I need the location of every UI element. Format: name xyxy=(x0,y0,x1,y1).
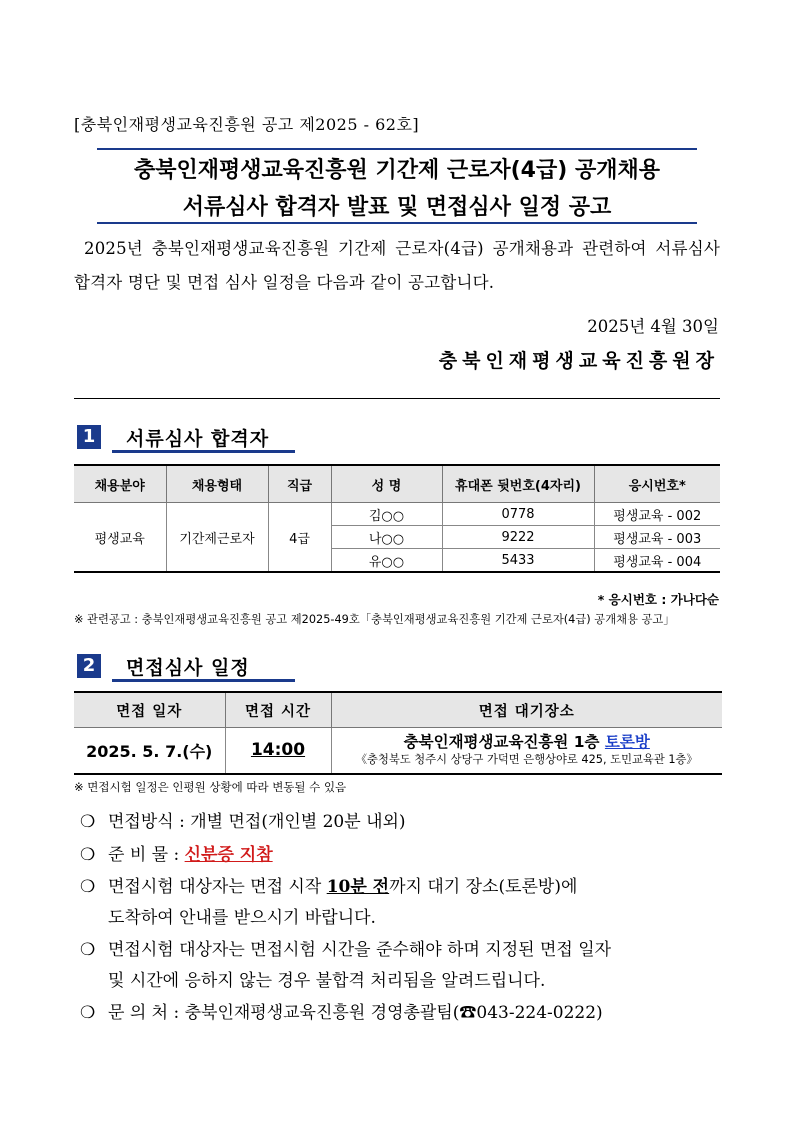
materials-value: 신분증 지참 xyxy=(184,845,273,865)
table-header-row xyxy=(74,692,722,728)
bullet-symbol: ❍ xyxy=(80,1003,96,1023)
schedule-change-note: ※ 면접시험 일정은 인평원 상황에 따라 변동될 수 있음 xyxy=(74,780,347,794)
bullet-continuation: 및 시간에 응하지 않는 경우 불합격 처리됨을 알려드립니다. xyxy=(108,971,546,991)
place-main: 충북인재평생교육진흥원 1층 xyxy=(403,733,605,752)
cell-interview-time xyxy=(225,728,331,774)
issuer-name: 충북인재평생교육진흥원장 xyxy=(438,350,719,372)
table-row xyxy=(74,503,720,526)
cell-phone: 0778 xyxy=(442,503,594,526)
header-interview-place: 면접 대기장소 xyxy=(331,692,722,728)
arrival-emphasis: 10분 전 xyxy=(326,877,390,897)
header-field: 채용분야 xyxy=(74,465,166,503)
bullet-line xyxy=(80,872,725,903)
notice-date: 2025년 4월 30일 xyxy=(587,317,719,336)
place-address: 《충청북도 청주시 상당구 가덕면 은행상야로 425, 도민교육관 1층》 xyxy=(355,753,698,767)
bullet-contact xyxy=(80,998,725,1029)
title-bottom-rule xyxy=(97,222,697,224)
bullet-symbol: ❍ xyxy=(80,877,96,897)
section2-underline xyxy=(112,679,295,682)
cell-name: 나○○ xyxy=(331,526,442,549)
bullet-compliance xyxy=(80,935,725,997)
cell-name: 김○○ xyxy=(331,503,442,526)
bullet-arrival xyxy=(80,872,725,934)
page-title-line1: 충북인재평생교육진흥원 기간제 근로자(4급) 공개채용 xyxy=(134,158,660,183)
cell-phone: 5433 xyxy=(442,549,594,573)
page-title-line2: 서류심사 합격자 발표 및 면접심사 일정 공고 xyxy=(182,195,612,220)
header-grade: 직급 xyxy=(268,465,331,503)
bullet-text: 까지 대기 장소(토론방)에 xyxy=(389,877,578,897)
cell-grade: 4급 xyxy=(268,503,331,573)
bullet-continuation: 도착하여 안내를 받으시기 바랍니다. xyxy=(108,908,376,928)
phone-icon: ☎ xyxy=(459,1003,477,1023)
section2-title: 면접심사 일정 xyxy=(126,657,250,679)
header-type: 채용형태 xyxy=(166,465,268,503)
table-header-row xyxy=(74,465,720,503)
section1-title: 서류심사 합격자 xyxy=(126,428,270,450)
bullet-materials xyxy=(80,840,725,871)
header-phone: 휴대폰 뒷번호(4자리) xyxy=(442,465,594,503)
interview-time-value: 14:00 xyxy=(250,740,306,761)
related-notice: ※ 관련공고 : 충북인재평생교육진흥원 공고 제2025-49호「충북인재평생교육진흥원 기간제 근로자(4급) 공개채용 공고」 xyxy=(74,613,675,626)
header-interview-date: 면접 일자 xyxy=(74,692,225,728)
header-name: 성 명 xyxy=(331,465,442,503)
bullet-label: 준 비 물 : xyxy=(108,845,185,865)
section2-number: 2 xyxy=(77,654,101,678)
document-pass-table xyxy=(74,464,720,573)
cell-type: 기간제근로자 xyxy=(166,503,268,573)
notice-number: [충북인재평생교육진흥원 공고 제2025 - 62호] xyxy=(74,115,420,134)
contact-phone: 043-224-0222) xyxy=(476,1003,603,1023)
cell-field: 평생교육 xyxy=(74,503,166,573)
cell-exam-no: 평생교육 - 003 xyxy=(594,526,720,549)
bullet-text: 면접시험 대상자는 면접 시작 xyxy=(108,877,327,897)
section1-number: 1 xyxy=(77,425,101,449)
bullet-symbol: ❍ xyxy=(80,940,96,960)
header-interview-time: 면접 시간 xyxy=(225,692,331,728)
cell-interview-place xyxy=(331,728,722,774)
cell-exam-no: 평생교육 - 004 xyxy=(594,549,720,573)
bullet-line xyxy=(80,935,725,966)
cell-phone: 9222 xyxy=(442,526,594,549)
cell-interview-date: 2025. 5. 7.(수) xyxy=(74,728,225,774)
interview-schedule-table xyxy=(74,691,722,775)
bullet-symbol: ❍ xyxy=(80,845,96,865)
bullet-text: 면접시험 대상자는 면접시험 시간을 준수해야 하며 지정된 면접 일자 xyxy=(108,940,612,960)
cell-exam-no: 평생교육 - 002 xyxy=(594,503,720,526)
exam-order-note: * 응시번호 : 가나다순 xyxy=(597,592,719,607)
section1-underline xyxy=(112,450,295,453)
header-exam-no: 응시번호* xyxy=(594,465,720,503)
title-top-rule xyxy=(97,148,697,150)
bullet-text: 문 의 처 : 충북인재평생교육진흥원 경영총괄팀( xyxy=(108,1003,460,1023)
intro-paragraph: 2025년 충북인재평생교육진흥원 기간제 근로자(4급) 공개채용과 관련하여 서류심사 합격자 명단 및 면접 심사 일정을 다음과 같이 공고합니다. xyxy=(74,239,720,292)
divider xyxy=(74,398,720,399)
cell-name: 유○○ xyxy=(331,549,442,573)
bullet-interview-method xyxy=(80,807,725,838)
bullet-text: 면접방식 : 개별 면접(개인별 20분 내외) xyxy=(108,812,406,832)
bullet-symbol: ❍ xyxy=(80,812,96,832)
table-row xyxy=(74,728,722,774)
place-room: 토론방 xyxy=(604,733,650,752)
place-line xyxy=(333,732,722,752)
